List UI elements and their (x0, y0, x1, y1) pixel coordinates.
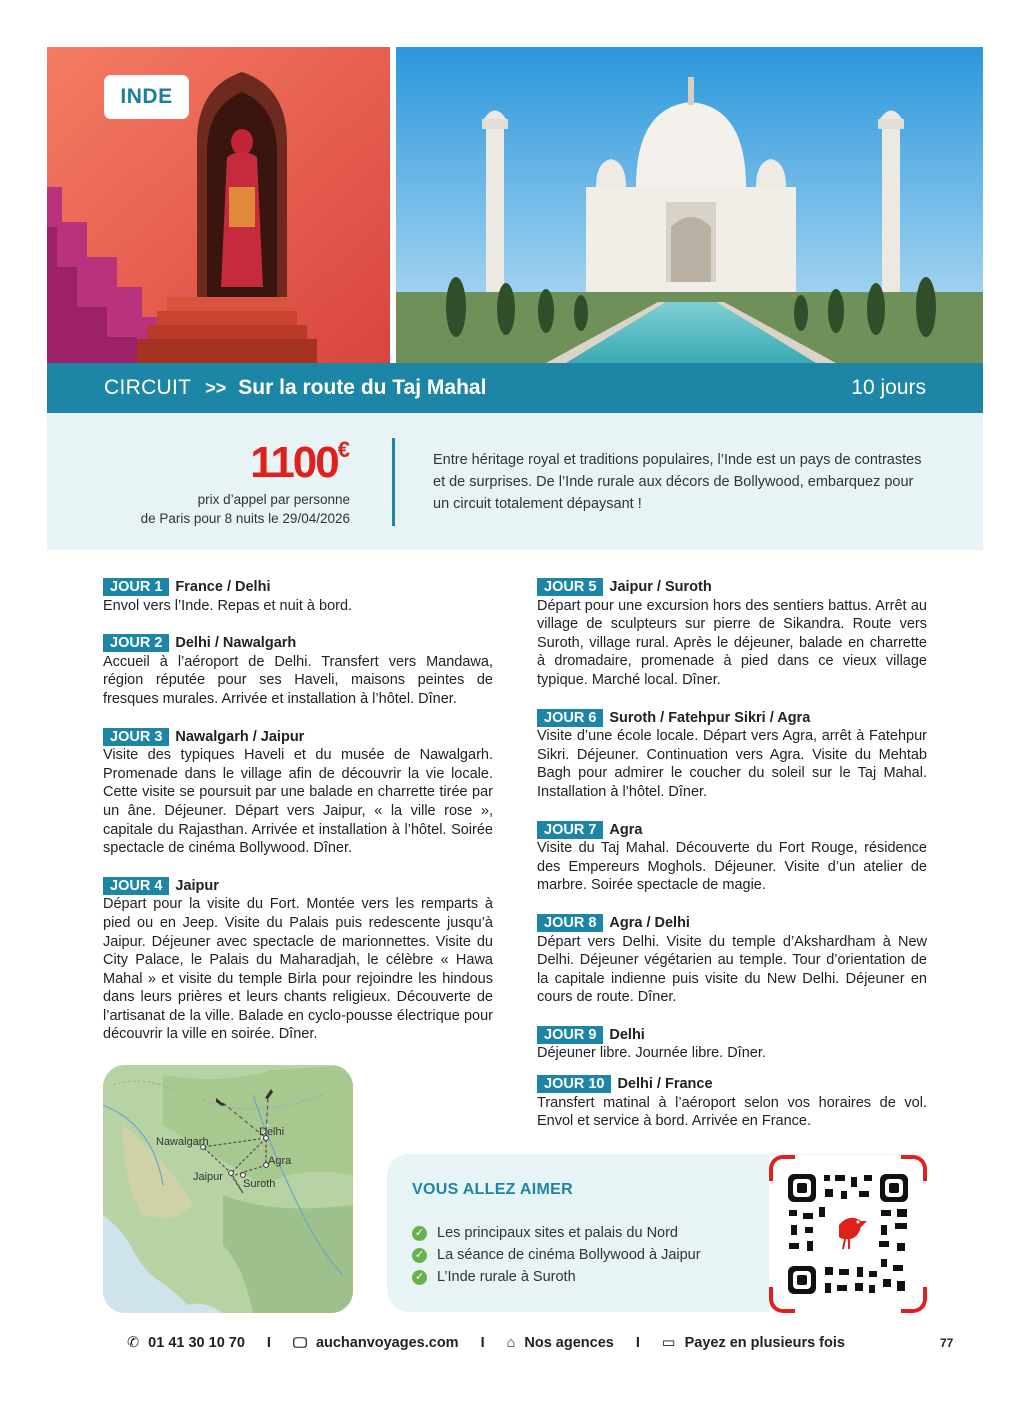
website-link: auchanvoyages.com (315, 1335, 459, 1351)
highlight-text: L’Inde rurale à Suroth (437, 1269, 576, 1285)
footer-separator: I (266, 1335, 271, 1351)
price-currency: € (337, 437, 350, 462)
house-icon: ⌂ (506, 1335, 516, 1351)
day-route: Jaipur (175, 877, 219, 894)
day-block (537, 1075, 927, 1131)
price-note (50, 490, 350, 528)
day-tag: JOUR 8 (537, 914, 603, 932)
list-item (412, 1244, 701, 1266)
day-block (103, 634, 493, 708)
credit-card-icon: ▭ (661, 1335, 676, 1351)
qr-code[interactable] (769, 1155, 927, 1313)
day-tag: JOUR 3 (103, 728, 169, 746)
price-amount: 1100 (250, 438, 338, 487)
day-block (537, 1026, 927, 1063)
footer-payment[interactable] (662, 1335, 845, 1351)
day-route: Nawalgarh / Jaipur (175, 728, 305, 745)
day-description: Transfert matinal à l’aéroport selon vos horaires de vol. Envol et service à bord. Arrivée en France. (537, 1094, 927, 1130)
price-note-line2: de Paris pour 8 nuits le 29/04/2026 (140, 511, 350, 526)
taj-mahal-illustration (396, 47, 983, 363)
day-route: Delhi / Nawalgarh (175, 635, 297, 652)
monitor-icon: 🖵 (292, 1335, 307, 1351)
footer-separator: I (635, 1335, 640, 1351)
day-route: Jaipur / Suroth (609, 579, 712, 595)
phone-icon: ✆ (127, 1335, 140, 1351)
list-item (412, 1266, 701, 1288)
day-route: France / Delhi (175, 579, 271, 595)
map-label-agra: Agra (268, 1155, 292, 1167)
check-icon: ✓ (412, 1226, 427, 1241)
day-tag: JOUR 9 (537, 1026, 603, 1044)
footer-bar (127, 1333, 957, 1353)
photo-taj-mahal (396, 47, 983, 363)
day-block (103, 578, 493, 615)
price-note-line1: prix d’appel par personne (197, 492, 350, 507)
highlight-text: La séance de cinéma Bollywood à Jaipur (437, 1247, 701, 1263)
day-tag: JOUR 4 (103, 877, 169, 895)
intro-text: Entre héritage royal et traditions populaires, l’Inde est un pays de contrastes et de surprises. De l’Inde rurale aux décors de Bollywood, embarquez pour un circuit totalement dépaysant ! (433, 452, 922, 512)
price-divider (392, 438, 395, 526)
page-number: 77 (940, 1336, 954, 1350)
day-description: Accueil à l’aéroport de Delhi. Transfert vers Mandawa, région réputée pour ses Haveli, maisons peintes de fresques murales. Arrivée et installation à l’hôtel. Dîner. (103, 653, 493, 707)
photo-indian-doorway (47, 47, 390, 363)
day-tag: JOUR 10 (537, 1075, 611, 1093)
day-tag: JOUR 1 (103, 578, 169, 596)
day-description: Départ vers Delhi. Visite du temple d’Akshardham à New Delhi. Déjeuner végétarien au temple. Tour d’orientation de la capitale indienne puis visite du New Delhi. Déjeuner en cours de route. Dîner. (537, 933, 927, 1006)
day-description: Envol vers l’Inde. Repas et nuit à bord. (103, 597, 353, 614)
day-route: Delhi / France (617, 1076, 713, 1093)
map-illustration (103, 1065, 353, 1313)
highlights-title: VOUS ALLEZ AIMER (412, 1181, 573, 1198)
check-icon: ✓ (412, 1270, 427, 1285)
itinerary-left-column (103, 578, 493, 1063)
day-block (103, 877, 493, 1044)
day-block (537, 578, 927, 690)
footer-website[interactable] (293, 1335, 459, 1351)
day-tag: JOUR 5 (537, 578, 603, 596)
country-badge: INDE (104, 75, 189, 119)
circuit-label: CIRCUIT (104, 376, 192, 399)
payment-link: Payez en plusieurs fois (684, 1335, 845, 1351)
chevrons-icon: >> (205, 377, 227, 398)
day-route: Agra / Delhi (609, 914, 690, 931)
day-route: Delhi (609, 1026, 645, 1043)
price (250, 437, 350, 487)
day-block (537, 709, 927, 802)
footer-separator: I (480, 1335, 485, 1351)
footer-phone[interactable] (127, 1335, 245, 1351)
circuit-title-bar (47, 363, 983, 413)
map-label-jaipur: Jaipur (193, 1171, 223, 1183)
list-item (412, 1222, 701, 1244)
map-label-suroth: Suroth (243, 1178, 276, 1190)
day-description: Départ pour une excursion hors des sentiers battus. Arrêt au village de sculpteurs sur pierre de Sikandra. Route vers Suroth, village rural. Après le déjeuner, balade en charrette à dromadaire, promenade à pied dans ce vieux village typique. Marché local. Dîner. (537, 597, 927, 688)
agencies-link: Nos agences (524, 1335, 614, 1351)
itinerary-right-column (537, 578, 927, 1150)
day-block (537, 821, 927, 895)
highlight-text: Les principaux sites et palais du Nord (437, 1225, 678, 1241)
day-tag: JOUR 7 (537, 821, 603, 839)
map-label-nawalgarh: Nawalgarh (156, 1136, 209, 1148)
day-description: Départ pour la visite du Fort. Montée vers les remparts à pied ou en Jeep. Visite du Palais puis redescente jusqu’à Jaipur. Déjeuner avec spectacle de marionnettes. Visite du City Palace, le Palais du Maharadjah, le célèbre « Hawa Mahal » et visite du temple Birla pour rejoindre les hindous dans leurs prières et leurs chants religieux. Découverte de l’artisanat de la ville. Balade en cyclo-pousse électrique pour découvrir la ville en soirée. Dîner. (103, 896, 493, 1043)
day-tag: JOUR 2 (103, 634, 169, 652)
day-tag: JOUR 6 (537, 709, 603, 727)
circuit-duration: 10 jours (851, 376, 926, 399)
day-description: Visite des typiques Haveli et du musée de Nawalgarh. Promenade dans le village afin de découvrir la vie locale. Cette visite se poursuit par une balade en charrette tirée par un âne. Déjeuner. Départ vers Jaipur, « la ville rose », capitale du Rajasthan. Arrivée et installation à l’hôtel. Soirée spectacle de cinéma Bollywood. Dîner. (103, 747, 493, 857)
circuit-title: Sur la route du Taj Mahal (238, 376, 487, 399)
day-description: Visite d’une école locale. Départ vers Agra, arrêt à Fatehpur Sikri. Déjeuner. Continuation vers Agra. Visite du Mehtab Bagh pour admirer le coucher du soleil sur le Taj Mahal. Installation à l’hôtel. Dîner. (537, 728, 927, 800)
day-description: Déjeuner libre. Journée libre. Dîner. (537, 1045, 766, 1062)
map-label-delhi: Delhi (259, 1126, 285, 1138)
check-icon: ✓ (412, 1248, 427, 1263)
day-route: Suroth / Fatehpur Sikri / Agra (609, 709, 811, 726)
day-block (103, 728, 493, 858)
doorway-illustration (47, 47, 390, 363)
day-block (537, 914, 927, 1007)
route-map (103, 1065, 353, 1313)
phone-number: 01 41 30 10 70 (148, 1335, 245, 1351)
price-panel (47, 413, 983, 550)
highlights-list (412, 1222, 701, 1288)
footer-agencies[interactable] (507, 1335, 614, 1351)
day-description: Visite du Taj Mahal. Découverte du Fort Rouge, résidence des Empereurs Moghols. Déjeuner. Visite d’un atelier de marbre. Soirée spectacle de magie. (537, 840, 927, 894)
day-route: Agra (609, 821, 643, 838)
